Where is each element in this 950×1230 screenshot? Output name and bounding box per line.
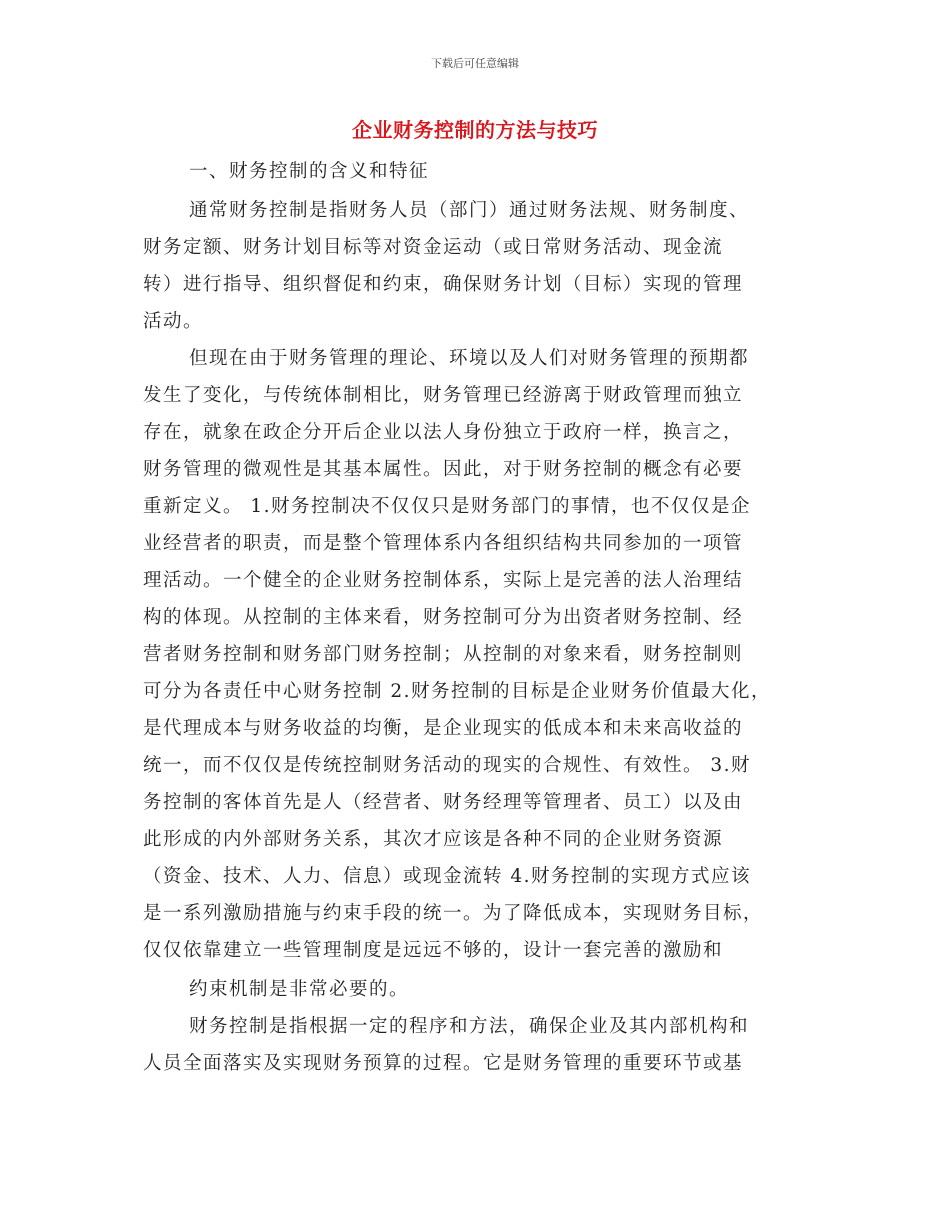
text-line: 通常财务控制是指财务人员（部门）通过财务法规、财务制度、 bbox=[189, 200, 750, 221]
text-line: 可分为各责任中心财务控制 2.财务控制的目标是企业财务价值最大化， bbox=[143, 681, 772, 702]
text-line: 重新定义。 1.财务控制决不仅仅只是财务部门的事情，也不仅仅是企 bbox=[143, 496, 752, 517]
text-line: 营者财务控制和财务部门财务控制；从控制的对象来看，财务控制则 bbox=[143, 644, 744, 665]
header-note: 下载后可任意编辑 bbox=[431, 57, 519, 70]
text-line: 是一系列激励措施与约束手段的统一。为了降低成本，实现财务目标， bbox=[143, 903, 764, 924]
text-line: 构的体现。从控制的主体来看，财务控制可分为出资者财务控制、经 bbox=[143, 607, 744, 628]
text-line: 但现在由于财务管理的理论、环境以及人们对财务管理的预期都 bbox=[189, 348, 750, 369]
text-line: 发生了变化，与传统体制相比，财务管理已经游离于财政管理而独立 bbox=[143, 385, 744, 406]
text-line: 转）进行指导、组织督促和约束，确保财务计划（目标）实现的管理 bbox=[143, 274, 744, 295]
text-line: 是代理成本与财务收益的均衡，是企业现实的低成本和未来高收益的 bbox=[143, 718, 744, 739]
text-line: 仅仅依靠建立一些管理制度是远远不够的，设计一套完善的激励和 bbox=[143, 940, 724, 961]
text-line: 理活动。一个健全的企业财务控制体系，实际上是完善的法人治理结 bbox=[143, 570, 744, 591]
text-line: 活动。 bbox=[143, 311, 204, 332]
text-line: 务控制的客体首先是人（经营者、财务经理等管理者、员工）以及由 bbox=[143, 792, 744, 813]
text-line: 业经营者的职责，而是整个管理体系内各组织结构共同参加的一项管 bbox=[143, 533, 744, 554]
text-line: 财务定额、财务计划目标等对资金运动（或日常财务活动、现金流 bbox=[143, 237, 724, 258]
text-line: 存在，就象在政企分开后企业以法人身份独立于政府一样，换言之， bbox=[143, 422, 744, 443]
text-line: 统一，而不仅仅是传统控制财务活动的现实的合规性、有效性。 3.财 bbox=[143, 755, 752, 776]
text-line: 财务管理的微观性是其基本属性。因此，对于财务控制的概念有必要 bbox=[143, 459, 744, 480]
text-line: 此形成的内外部财务关系，其次才应该是各种不同的企业财务资源 bbox=[143, 829, 724, 850]
text-line: 约束机制是非常必要的。 bbox=[189, 979, 410, 1000]
section-heading: 一、财务控制的含义和特征 bbox=[189, 161, 430, 182]
document-title: 企业财务控制的方法与技巧 bbox=[352, 118, 598, 142]
text-line: 人员全面落实及实现财务预算的过程。它是财务管理的重要环节或基 bbox=[143, 1053, 744, 1074]
text-line: 财务控制是指根据一定的程序和方法，确保企业及其内部机构和 bbox=[189, 1016, 750, 1037]
text-line: （资金、技术、人力、信息）或现金流转 4.财务控制的实现方式应该 bbox=[143, 866, 752, 887]
